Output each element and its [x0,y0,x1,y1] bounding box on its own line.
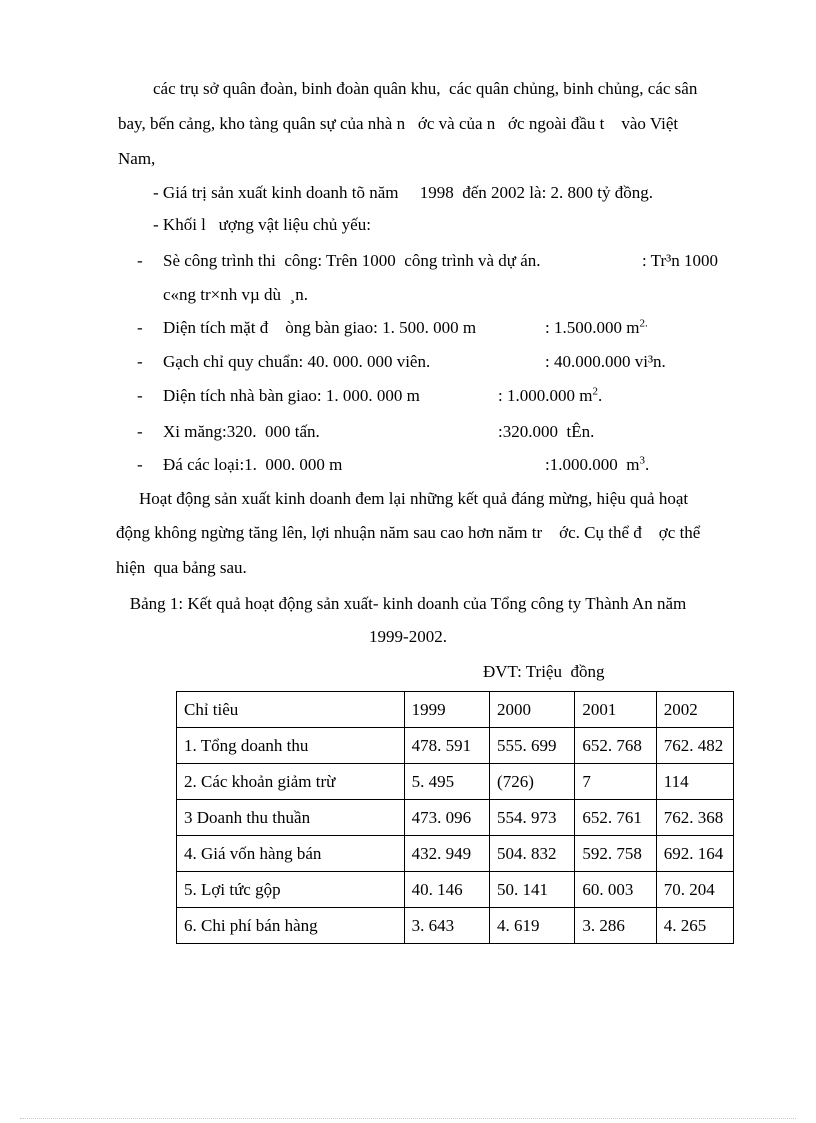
bullet-dash: - [137,455,143,474]
header-cell: 1999 [404,692,489,728]
table-cell: 40. 146 [404,872,489,908]
table-cell: 3. 643 [404,908,489,944]
table-row [177,872,734,908]
table-cell: 692. 164 [656,836,733,872]
paragraph1-line3: Nam, [118,149,156,168]
table-cell: 5. Lợi tức gộp [177,872,405,908]
paragraph1-line2: bay, bến cảng, kho tàng quân sự của nhà n ớc và của n ớc ngoài đầu t vào Việt [118,114,679,133]
table-cell: 6. Chi phí bán hàng [177,908,405,944]
table-cell: 7 [575,764,656,800]
header-cell: Chỉ tiêu [177,692,405,728]
table-cell: 4. Giá vốn hàng bán [177,836,405,872]
table-cell: 50. 141 [490,872,575,908]
table-cell: 762. 368 [656,800,733,836]
table-cell: 114 [656,764,733,800]
table-row [177,728,734,764]
bullet-alt-house-area: : 1.000.000 $m^2$. [498,385,603,405]
table-cell: 652. 768 [575,728,656,764]
header-cell: 2001 [575,692,656,728]
table-cell: 60. 003 [575,872,656,908]
table-cell: 2. Các khoản giảm trừ [177,764,405,800]
table-cell: 652. 761 [575,800,656,836]
table-cell: 5. 495 [404,764,489,800]
bullet-text-house-area: Diện tích nhà bàn giao: 1. 000. 000 m [163,386,420,405]
bullet-alt-works: : Tr³n 1000 [642,251,718,270]
paragraph2-line3: hiện qua bảng sau. [116,558,247,577]
bullet-text-road-area: Diện tích mặt đ òng bàn giao: 1. 500. 000 m [163,318,477,337]
table-row [177,800,734,836]
table-cell: 554. 973 [490,800,575,836]
table-cell: 473. 096 [404,800,489,836]
table-caption-line2: 1999-2002. [369,627,447,646]
bullet-continuation-works: c«ng tr×nh vµ dù ¸n. [163,285,308,304]
results-table [176,691,734,944]
bullet-dash: - [137,318,143,337]
header-cell: 2000 [490,692,575,728]
bullet-dash: - [137,251,143,270]
table-cell: 432. 949 [404,836,489,872]
paragraph2-line1: Hoạt động sản xuất kinh doanh đem lại những kết quả đáng mừng, hiệu quả hoạt [139,489,689,508]
table-cell: 504. 832 [490,836,575,872]
page-footer-divider [20,1118,796,1119]
table-cell: 3 Doanh thu thuần [177,800,405,836]
bullet-text-works: Sè công trình thi công: Trên 1000 công trình và dự án. [163,251,541,270]
header-cell: 2002 [656,692,733,728]
paragraph2-line2: động không ngừng tăng lên, lợi nhuận năm sau cao hơn năm tr ớc. Cụ thể đ ợc thể [116,523,701,542]
table-header-row [177,692,734,728]
table-cell: (726) [490,764,575,800]
unit-label: ĐVT: Triệu đồng [483,662,605,681]
bullet-dash: - [137,422,143,441]
table-cell: 4. 619 [490,908,575,944]
bullet-text-cement: Xi măng:320. 000 tấn. [163,422,320,441]
volume-heading: - Khối l ượng vật liệu chủ yếu: [153,215,371,234]
table-row [177,764,734,800]
table-cell: 1. Tổng doanh thu [177,728,405,764]
table-cell: 762. 482 [656,728,733,764]
table-cell: 4. 265 [656,908,733,944]
table-cell: 592. 758 [575,836,656,872]
bullet-text-stone: Đá các loại:1. 000. 000 m [163,455,343,474]
table-row [177,908,734,944]
bullet-alt-stone: :1.000.000 $m^3$. [545,454,650,474]
table-row [177,836,734,872]
table-cell: 478. 591 [404,728,489,764]
production-value-line: - Giá trị sản xuất kinh doanh tõ năm 1998 đến 2002 là: 2. 800 tỷ đồng. [153,183,654,202]
paragraph1-line1: các trụ sở quân đoàn, binh đoàn quân khu, các quân chủng, binh chủng, các sân [153,79,698,98]
bullet-dash: - [137,352,143,371]
bullet-alt-road-area: : 1.500.000 $m^{2.}$ [545,317,648,337]
table-caption-line1: Bảng 1: Kết quả hoạt động sản xuất- kinh doanh của Tổng công ty Thành An năm [129,594,687,613]
table-cell: 555. 699 [490,728,575,764]
bullet-text-bricks: Gạch chỉ quy chuẩn: 40. 000. 000 viên. [163,352,431,371]
bullet-alt-bricks: : 40.000.000 vi³n. [545,352,666,371]
bullet-alt-cement: :320.000 tÊn. [498,422,595,441]
bullet-dash: - [137,386,143,405]
table-cell: 3. 286 [575,908,656,944]
table-cell: 70. 204 [656,872,733,908]
